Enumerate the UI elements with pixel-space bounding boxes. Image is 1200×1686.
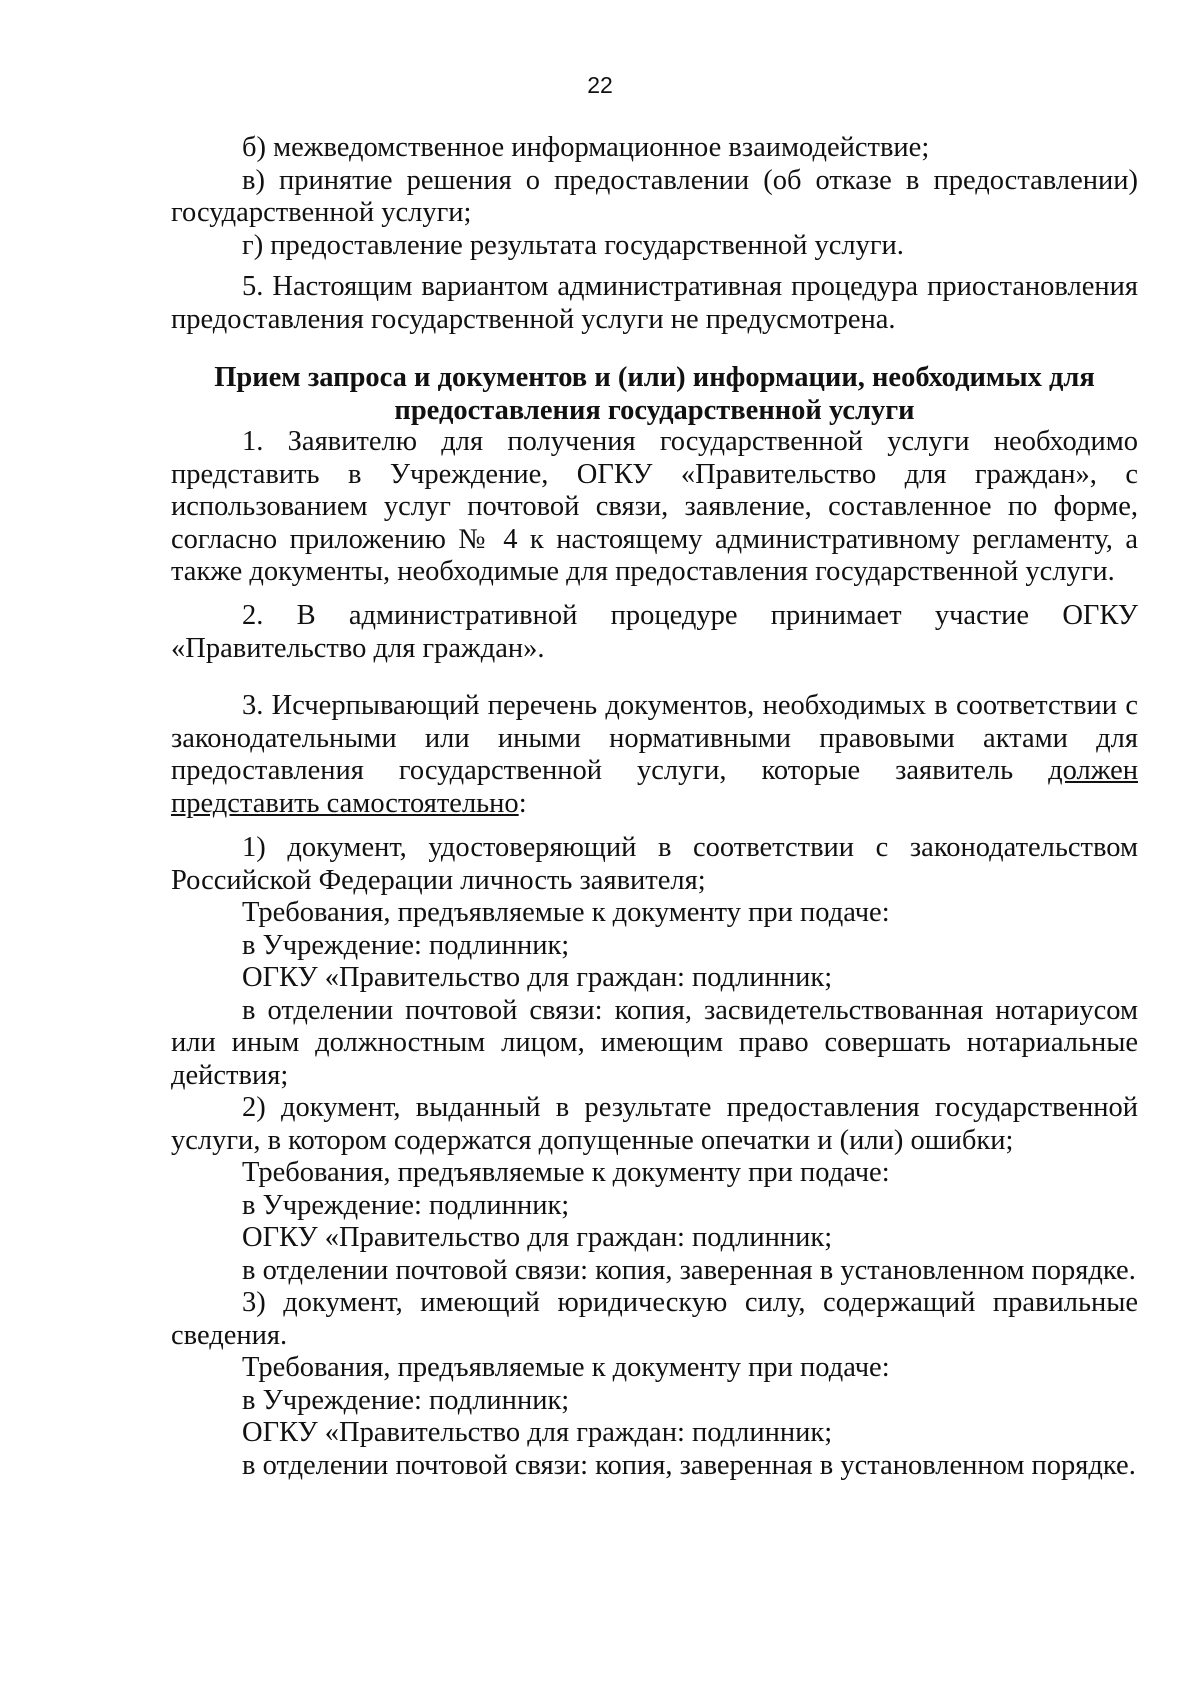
paragraph-2: 2. В административной процедуре принимает участие ОГКУ «Правительство для граждан». — [171, 600, 1138, 664]
page-number: 22 — [587, 72, 613, 98]
document-item-2: 2) документ, выданный в результате предоставления государственной услуги, в котором содержатся допущенные опечатки и (или) ошибки; — [171, 1092, 1138, 1156]
requirements-title: Требования, предъявляемые к документу при подаче: — [242, 1352, 890, 1383]
documents-list — [171, 832, 1138, 1482]
document-item-1: 1) документ, удостоверяющий в соответствии с законодательством Российской Федерации личность заявителя; — [171, 832, 1138, 896]
section-heading-line-1: Прием запроса и документов и (или) информации, необходимых для — [214, 362, 1095, 393]
requirement-ogku: ОГКУ «Правительство для граждан: подлинник; — [242, 962, 833, 993]
paragraph-3-block — [171, 690, 1138, 820]
list-top — [171, 132, 1138, 262]
requirements-title: Требования, предъявляемые к документу при подаче: — [242, 897, 890, 928]
paragraph-1-block — [171, 426, 1138, 589]
requirement-institution: в Учреждение: подлинник; — [242, 929, 570, 961]
requirement-ogku: ОГКУ «Правительство для граждан: подлинник; — [242, 1417, 833, 1448]
list-item: г) предоставление результата государственной услуги. — [242, 229, 904, 261]
requirement-institution: в Учреждение: подлинник; — [242, 1189, 570, 1221]
paragraph-5: 5. Настоящим вариантом административная процедура приостановления предоставления государственной услуги не предусмотрена. — [171, 271, 1138, 335]
section-heading-line-2: предоставления государственной услуги — [394, 395, 915, 426]
paragraph-1: 1. Заявителю для получения государственной услуги необходимо представить в Учреждение, ОГКУ «Правительство для граждан», с использованием услуг почтовой связи, заявление, составленное по форме, согласно приложению № 4 к настоящему административному регламенту, а также документы, необходимые для предоставления государственной услуги. — [171, 426, 1138, 587]
requirement-post: в отделении почтовой связи: копия, заверенная в установленном порядке. — [242, 1449, 1136, 1481]
document-item-3: 3) документ, имеющий юридическую силу, содержащий правильные сведения. — [171, 1287, 1138, 1351]
paragraph-3: 3. Исчерпывающий перечень документов, необходимых в соответствии с законодательными или иными нормативными правовыми актами для предоставления государственной услуги, которые заявитель должен представить самостоятельно: — [171, 690, 1138, 819]
paragraph-2-block — [171, 600, 1138, 665]
requirement-post: в отделении почтовой связи: копия, засвидетельствованная нотариусом или иным должностным лицом, имеющим право совершать нотариальные действия; — [171, 994, 1138, 1091]
section-heading — [171, 361, 1138, 427]
requirement-institution: в Учреждение: подлинник; — [242, 1384, 570, 1416]
requirement-post: в отделении почтовой связи: копия, заверенная в установленном порядке. — [242, 1254, 1136, 1286]
list-item: б) межведомственное информационное взаимодействие; — [242, 132, 930, 163]
underlined-phrase: должен представить самостоятельно — [171, 755, 1138, 819]
requirement-ogku: ОГКУ «Правительство для граждан: подлинник; — [242, 1222, 833, 1253]
requirements-title: Требования, предъявляемые к документу при подаче: — [242, 1157, 890, 1188]
list-item: в) принятие решения о предоставлении (об отказе в предоставлении) государственной услуги; — [171, 164, 1138, 228]
paragraph-5-block — [171, 271, 1138, 336]
